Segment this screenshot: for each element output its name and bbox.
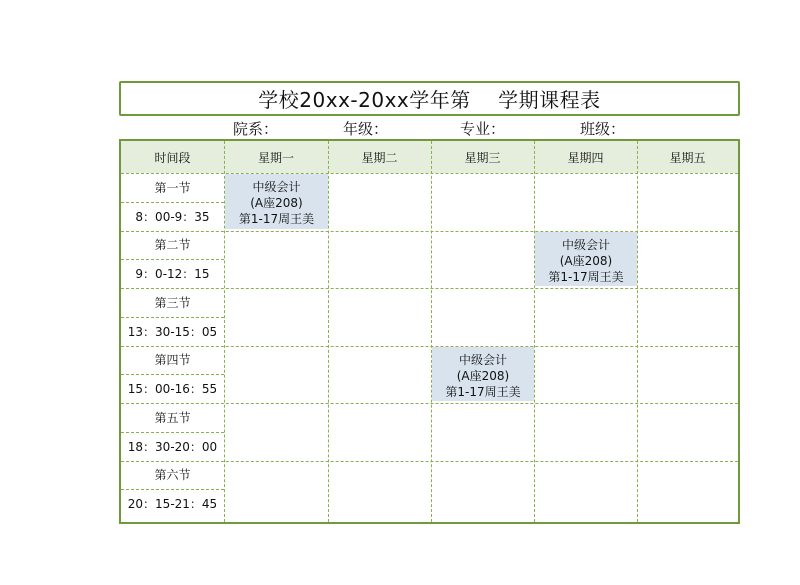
major-label: 专业： (460, 120, 506, 138)
period-name: 第五节 (154, 410, 191, 425)
course-name: 中级会计 (252, 180, 301, 194)
timetable-title: 学校20xx-20xx学年第 学期课程表 (119, 81, 740, 116)
grid-vline (431, 141, 432, 522)
course-weeks: 第1-17周王美 (445, 384, 521, 399)
course-block[interactable] (432, 347, 534, 402)
period-time: 8：00-9：35 (135, 209, 210, 224)
timetable-grid (119, 139, 740, 524)
course-room: (A座208) (250, 196, 303, 210)
grid-vline (328, 141, 329, 522)
course-block[interactable] (225, 174, 328, 229)
header-day-4: 星期四 (567, 150, 604, 165)
period-time: 15：00-16：55 (127, 382, 218, 397)
course-name: 中级会计 (561, 237, 610, 252)
period-time: 9：0-12：15 (135, 267, 210, 282)
grade-label: 年级： (343, 120, 389, 138)
grid-vline (637, 141, 638, 522)
period-time: 20：15-21：45 (127, 497, 218, 512)
period-time: 13：30-15：05 (127, 324, 218, 339)
header-period-label: 时间段 (154, 150, 191, 165)
period-name: 第四节 (154, 353, 191, 368)
class-label: 班级： (580, 120, 626, 138)
header-day-1: 星期一 (257, 150, 294, 165)
period-time: 18：30-20：00 (127, 439, 218, 454)
period-name: 第三节 (154, 295, 191, 310)
course-name: 中级会计 (458, 352, 507, 367)
course-room: (A座208) (559, 253, 613, 268)
header-day-3: 星期三 (464, 150, 501, 165)
period-name: 第六节 (154, 468, 191, 483)
department-label: 院系： (233, 120, 279, 138)
course-weeks: 第1-17周王美 (548, 269, 624, 284)
header-day-5: 星期五 (669, 150, 706, 165)
period-name: 第一节 (154, 180, 191, 195)
course-room: (A座208) (456, 368, 510, 383)
period-name: 第二节 (154, 238, 191, 253)
course-block[interactable] (535, 232, 637, 287)
grid-vline (534, 141, 535, 522)
course-weeks: 第1-17周王美 (238, 212, 315, 226)
header-day-2: 星期二 (361, 150, 398, 165)
